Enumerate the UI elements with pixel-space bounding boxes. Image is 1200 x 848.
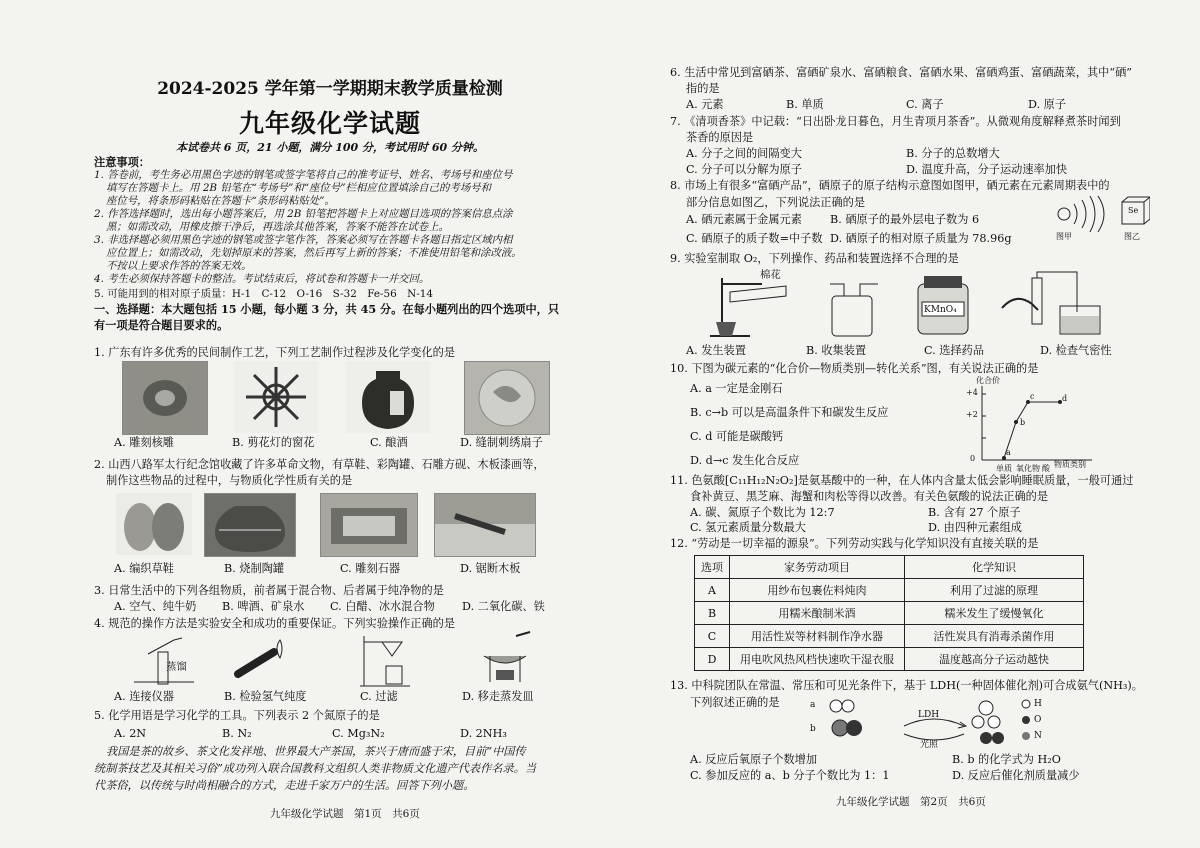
table-cell: C bbox=[695, 625, 730, 648]
question-9: 9. 实验室制取 O₂，下列操作、药品和装置选择不合理的是 bbox=[670, 252, 959, 265]
selenium-figure bbox=[1050, 196, 1150, 246]
table-row bbox=[695, 625, 1084, 648]
evaporating-dish-figure bbox=[470, 630, 540, 688]
q11-option-d[interactable]: D. 由四种元素组成 bbox=[928, 521, 1022, 534]
sawing-wood-image bbox=[434, 493, 536, 557]
q8-option-b[interactable]: B. 硒原子的最外层电子数为 6 bbox=[830, 213, 980, 226]
table-cell: 利用了过滤的原理 bbox=[905, 579, 1084, 602]
notice-line: 座位号，将条形码粘贴在答题卡“条形码粘贴处”。 bbox=[106, 195, 335, 207]
carbon-valence-diagram bbox=[964, 378, 1100, 472]
q4-figure-label: 蒸馏 bbox=[166, 661, 187, 673]
valence-tick: +4 bbox=[966, 388, 978, 397]
q7-option-c[interactable]: C. 分子可以分解为原子 bbox=[686, 163, 802, 176]
q9-option-a[interactable]: A. 发生装置 bbox=[686, 344, 746, 357]
wine-jar-image bbox=[346, 361, 430, 433]
table-cell: D bbox=[695, 648, 730, 671]
category-label: 酸 bbox=[1042, 464, 1050, 473]
q5-option-c[interactable]: C. Mg₃N₂ bbox=[332, 727, 385, 740]
q4-option-d[interactable]: D. 移走蒸发皿 bbox=[462, 690, 534, 703]
table-header-row bbox=[695, 556, 1084, 579]
notice-line: 4. 考生必须保持答题卡的整洁。考试结束后，将试卷和答题卡一并交回。 bbox=[94, 273, 430, 285]
question-5: 5. 化学用语是学习化学的工具。下列表示 2 个氮原子的是 bbox=[94, 709, 380, 722]
page-footer: 九年级化学试题 第1页 共6页 bbox=[270, 808, 420, 820]
q3-option-a[interactable]: A. 空气、纯牛奶 bbox=[114, 600, 197, 613]
q9-figure-label: 棉花 bbox=[760, 269, 781, 281]
question-8-cont: 部分信息如图乙，下列说法正确的是 bbox=[686, 196, 866, 209]
q3-option-b[interactable]: B. 啤酒、矿泉水 bbox=[222, 600, 305, 613]
q3-option-d[interactable]: D. 二氧化碳、铁 bbox=[462, 600, 545, 613]
table-cell: 用活性炭等材料制作净水器 bbox=[730, 625, 905, 648]
point-b-label: b bbox=[1020, 418, 1026, 427]
notice-line: 填写在答题卡上。用 2B 铅笔在“考场号”和“座位号”栏相应位置填涂自己的考场号和 bbox=[106, 182, 491, 194]
table-header: 家务劳动项目 bbox=[730, 556, 905, 579]
generation-apparatus-figure bbox=[700, 270, 800, 338]
x-axis-label: 物质类别 bbox=[1054, 460, 1086, 469]
valence-tick: +2 bbox=[966, 410, 978, 419]
q4-option-a[interactable]: A. 连接仪器 bbox=[114, 690, 174, 703]
stone-inkstone-image bbox=[320, 493, 418, 557]
collection-apparatus-figure bbox=[826, 280, 882, 338]
light-condition-label: 光照 bbox=[920, 740, 939, 750]
valence-tick: 0 bbox=[970, 454, 976, 463]
question-8: 8. 市场上有很多“富硒产品”，硒原子的原子结构示意图如图甲，硒元素在元素周期表中的 bbox=[670, 179, 1110, 192]
selenium-symbol: Se bbox=[1128, 206, 1139, 215]
q8-option-d[interactable]: D. 硒原子的相对原子质量为 78.96g bbox=[830, 232, 1012, 245]
point-d-label: d bbox=[1062, 394, 1068, 403]
question-2: 2. 山西八路军太行纪念馆收藏了许多革命文物，有草鞋、彩陶罐、石雕方砚、木板漆画等， bbox=[94, 458, 545, 471]
category-label: 单质 bbox=[996, 464, 1012, 473]
q10-option-c[interactable]: C. d 可能是碳酸钙 bbox=[690, 430, 784, 443]
figure-b-label: 图乙 bbox=[1124, 232, 1140, 241]
question-13-cont: 下列叙述正确的是 bbox=[690, 696, 780, 709]
question-2-cont: 制作这些物品的过程中，与物质化学性质有关的是 bbox=[106, 474, 353, 487]
q11-option-b[interactable]: B. 含有 27 个原子 bbox=[928, 506, 1021, 519]
table-row bbox=[695, 602, 1084, 625]
hydrogen-test-figure bbox=[224, 634, 304, 686]
airtightness-check-figure bbox=[992, 268, 1122, 338]
q10-option-a[interactable]: A. a 一定是金刚石 bbox=[690, 382, 783, 395]
q4-option-b[interactable]: B. 检验氢气纯度 bbox=[224, 690, 307, 703]
notice-line: 2. 作答选择题时，选出每小题答案后，用 2B 铅笔把答题卡上对应题目选项的答案信息点涂 bbox=[94, 208, 513, 220]
q5-option-b[interactable]: B. N₂ bbox=[222, 727, 252, 740]
notice-line: 5. 可能用到的相对原子质量：H-1 C-12 O-16 S-32 Fe-56 N-14 bbox=[94, 288, 433, 300]
question-11: 11. 色氨酸[C₁₁H₁₂N₂O₂]是氨基酸中的一种，在人体内含量太低会影响睡眠质量，一般可通过 bbox=[670, 474, 1134, 487]
filtration-figure bbox=[352, 632, 422, 688]
q5-option-a[interactable]: A. 2N bbox=[114, 727, 147, 740]
question-13: 13. 中科院团队在常温、常压和可见光条件下，基于 LDH(一种固体催化剂)可合成氨气(NH₃)。 bbox=[670, 679, 1143, 692]
question-1: 1. 广东有许多优秀的民间制作工艺，下列工艺制作过程涉及化学变化的是 bbox=[94, 346, 456, 359]
passage-line: 统制茶技艺及其相关习俗”成功列入联合国教科文组织人类非物质文化遗产代表作名录。当 bbox=[94, 762, 537, 775]
passage-line: 代茶俗，以传统与时尚相融合的方式，走进千家万户的生活。回答下列小题。 bbox=[94, 779, 475, 792]
q6-option-c[interactable]: C. 离子 bbox=[906, 98, 944, 111]
category-label: 氧化物 bbox=[1016, 464, 1040, 473]
q7-option-b[interactable]: B. 分子的总数增大 bbox=[906, 147, 1000, 160]
q13-option-c[interactable]: C. 参加反应的 a、b 分子个数比为 1：1 bbox=[690, 769, 890, 782]
q5-option-d[interactable]: D. 2NH₃ bbox=[460, 727, 507, 740]
q10-option-d[interactable]: D. d→c 发生化合反应 bbox=[690, 454, 800, 467]
page-1 bbox=[84, 0, 576, 848]
q13-option-d[interactable]: D. 反应后催化剂质量减少 bbox=[952, 769, 1080, 782]
pottery-jar-image bbox=[204, 493, 296, 557]
table-cell: 用糯米酿制米酒 bbox=[730, 602, 905, 625]
embroidered-fan-image bbox=[464, 361, 550, 435]
q2-option-a[interactable]: A. 编织草鞋 bbox=[114, 562, 174, 575]
q6-option-d[interactable]: D. 原子 bbox=[1028, 98, 1067, 111]
labor-knowledge-table bbox=[694, 555, 1084, 671]
molecule-b-label: b bbox=[810, 724, 816, 734]
q9-option-c[interactable]: C. 选择药品 bbox=[924, 344, 985, 357]
q3-option-c[interactable]: C. 白醋、冰水混合物 bbox=[330, 600, 435, 613]
q13-option-b[interactable]: B. b 的化学式为 H₂O bbox=[952, 753, 1061, 766]
q9-option-d[interactable]: D. 检查气密性 bbox=[1040, 344, 1112, 357]
notice-line: 3. 非选择题必须用黑色字迹的钢笔或签字笔作答，答案必须写在答题卡各题目指定区域内相 bbox=[94, 234, 513, 246]
molecule-a-label: a bbox=[810, 700, 816, 710]
question-6-cont: 指的是 bbox=[686, 82, 720, 95]
q10-option-b[interactable]: B. c→b 可以是高温条件下和碳发生反应 bbox=[690, 406, 889, 419]
exam-subtitle: 本试卷共 6 页，21 小题，满分 100 分，考试用时 60 分钟。 bbox=[175, 141, 485, 154]
q11-option-a[interactable]: A. 碳、氮原子个数比为 12:7 bbox=[690, 506, 835, 519]
point-a-label: a bbox=[1006, 448, 1011, 457]
notice-line: 1. 答卷前，考生务必用黑色字迹的钢笔或签字笔将自己的准考证号、姓名、考场号和座位号 bbox=[94, 169, 513, 181]
question-6: 6. 生活中常见到富硒茶、富硒矿泉水、富硒粮食、富硒水果、富硒鸡蛋、富硒蔬菜，其中“硒” bbox=[670, 66, 1132, 79]
table-cell: B bbox=[695, 602, 730, 625]
question-10: 10. 下图为碳元素的“化合价—物质类别—转化关系”图，有关说法正确的是 bbox=[670, 362, 1039, 375]
q4-option-c[interactable]: C. 过滤 bbox=[360, 690, 398, 703]
table-cell: 用纱布包裹佐料炖肉 bbox=[730, 579, 905, 602]
figure-a-label: 图甲 bbox=[1056, 232, 1072, 241]
table-row bbox=[695, 579, 1084, 602]
exam-title: 2024-2025 学年第一学期期末教学质量检测 bbox=[157, 79, 503, 99]
reagent-label: KMnO₄ bbox=[924, 305, 957, 315]
legend-hydrogen: H bbox=[1034, 699, 1042, 709]
q6-option-a[interactable]: A. 元素 bbox=[686, 98, 724, 111]
q8-option-a[interactable]: A. 硒元素属于金属元素 bbox=[686, 213, 802, 226]
passage-line: 我国是茶的故乡、茶文化发祥地、世界最大产茶国，茶兴于唐而盛于宋，目前“中国传 bbox=[106, 745, 526, 758]
table-cell: 活性炭具有消毒杀菌作用 bbox=[905, 625, 1084, 648]
question-7: 7. 《清项香茶》中记载：“日出卧龙日暮色，月生青项月茶香”。从微观角度解释煮茶时闻到 bbox=[670, 115, 1121, 128]
table-cell: A bbox=[695, 579, 730, 602]
notice-line: 应位置上；如需改动，先划掉原来的答案，然后再写上新的答案；不准使用铅笔和涂改液。 bbox=[106, 247, 522, 259]
notice-header: 注意事项： bbox=[94, 155, 150, 169]
table-cell: 糯米发生了缓慢氧化 bbox=[905, 602, 1084, 625]
q1-option-c[interactable]: C. 酿酒 bbox=[370, 436, 408, 449]
q1-option-a[interactable]: A. 雕刻核雕 bbox=[114, 436, 174, 449]
point-c-label: c bbox=[1030, 392, 1035, 401]
q9-option-b[interactable]: B. 收集装置 bbox=[806, 344, 867, 357]
notice-line: 黑；如需改动，用橡皮擦干净后，再选涂其他答案，答案不能答在试卷上。 bbox=[106, 221, 449, 233]
q6-option-b[interactable]: B. 单质 bbox=[786, 98, 824, 111]
paper-cut-image bbox=[234, 361, 318, 433]
table-header: 选项 bbox=[695, 556, 730, 579]
legend-oxygen: O bbox=[1034, 715, 1042, 725]
section-heading: 一、选择题：本大题包括 15 小题，每小题 3 分，共 45 分。在每小题列出的四个选项中，只 bbox=[94, 302, 560, 316]
q7-option-d[interactable]: D. 温度升高，分子运动速率加快 bbox=[906, 163, 1068, 176]
straw-shoes-image bbox=[116, 493, 192, 555]
question-7-cont: 茶香的原因是 bbox=[686, 131, 754, 144]
q1-option-b[interactable]: B. 剪花灯的窗花 bbox=[232, 436, 315, 449]
table-cell: 用电吹风热风档快速吹干湿衣服 bbox=[730, 648, 905, 671]
section-heading: 有一项是符合题目要求的。 bbox=[94, 318, 229, 332]
legend-nitrogen: N bbox=[1034, 731, 1042, 741]
y-axis-label: 化合价 bbox=[976, 376, 1000, 385]
table-header: 化学知识 bbox=[905, 556, 1084, 579]
catalyst-label: LDH bbox=[918, 710, 940, 720]
question-4: 4. 规范的操作方法是实验安全和成功的重要保证。下列实验操作正确的是 bbox=[94, 617, 456, 630]
q7-option-a[interactable]: A. 分子之间的间隔变大 bbox=[686, 147, 802, 160]
question-12: 12. “劳动是一切幸福的源泉”。下列劳动实践与化学知识没有直接关联的是 bbox=[670, 537, 1039, 550]
q8-option-c[interactable]: C. 硒原子的质子数=中子数 bbox=[686, 232, 823, 245]
table-row bbox=[695, 648, 1084, 671]
page-2 bbox=[660, 0, 1156, 848]
exam-subject: 九年级化学试题 bbox=[238, 109, 421, 138]
nut-carving-image bbox=[122, 361, 208, 435]
q1-option-d[interactable]: D. 缝制刺绣扇子 bbox=[460, 436, 543, 449]
table-cell: 温度越高分子运动越快 bbox=[905, 648, 1084, 671]
question-3: 3. 日常生活中的下列各组物质，前者属于混合物、后者属于纯净物的是 bbox=[94, 584, 444, 597]
q11-option-c[interactable]: C. 氢元素质量分数最大 bbox=[690, 521, 806, 534]
ammonia-synthesis-figure bbox=[810, 694, 1082, 756]
notice-line: 不按以上要求作答的答案无效。 bbox=[106, 260, 252, 272]
reagent-bottle-figure bbox=[914, 274, 972, 336]
page-footer: 九年级化学试题 第2页 共6页 bbox=[836, 796, 986, 808]
q2-option-b[interactable]: B. 烧制陶罐 bbox=[224, 562, 285, 575]
q2-option-d[interactable]: D. 锯断木板 bbox=[460, 562, 521, 575]
question-11-cont: 食补黄豆、黑芝麻、海蟹和肉松等得以改善。有关色氨酸的说法正确的是 bbox=[690, 490, 1049, 503]
q13-option-a[interactable]: A. 反应后氧原子个数增加 bbox=[690, 753, 818, 766]
connect-apparatus-figure bbox=[124, 634, 204, 686]
q2-option-c[interactable]: C. 雕刻石器 bbox=[340, 562, 401, 575]
